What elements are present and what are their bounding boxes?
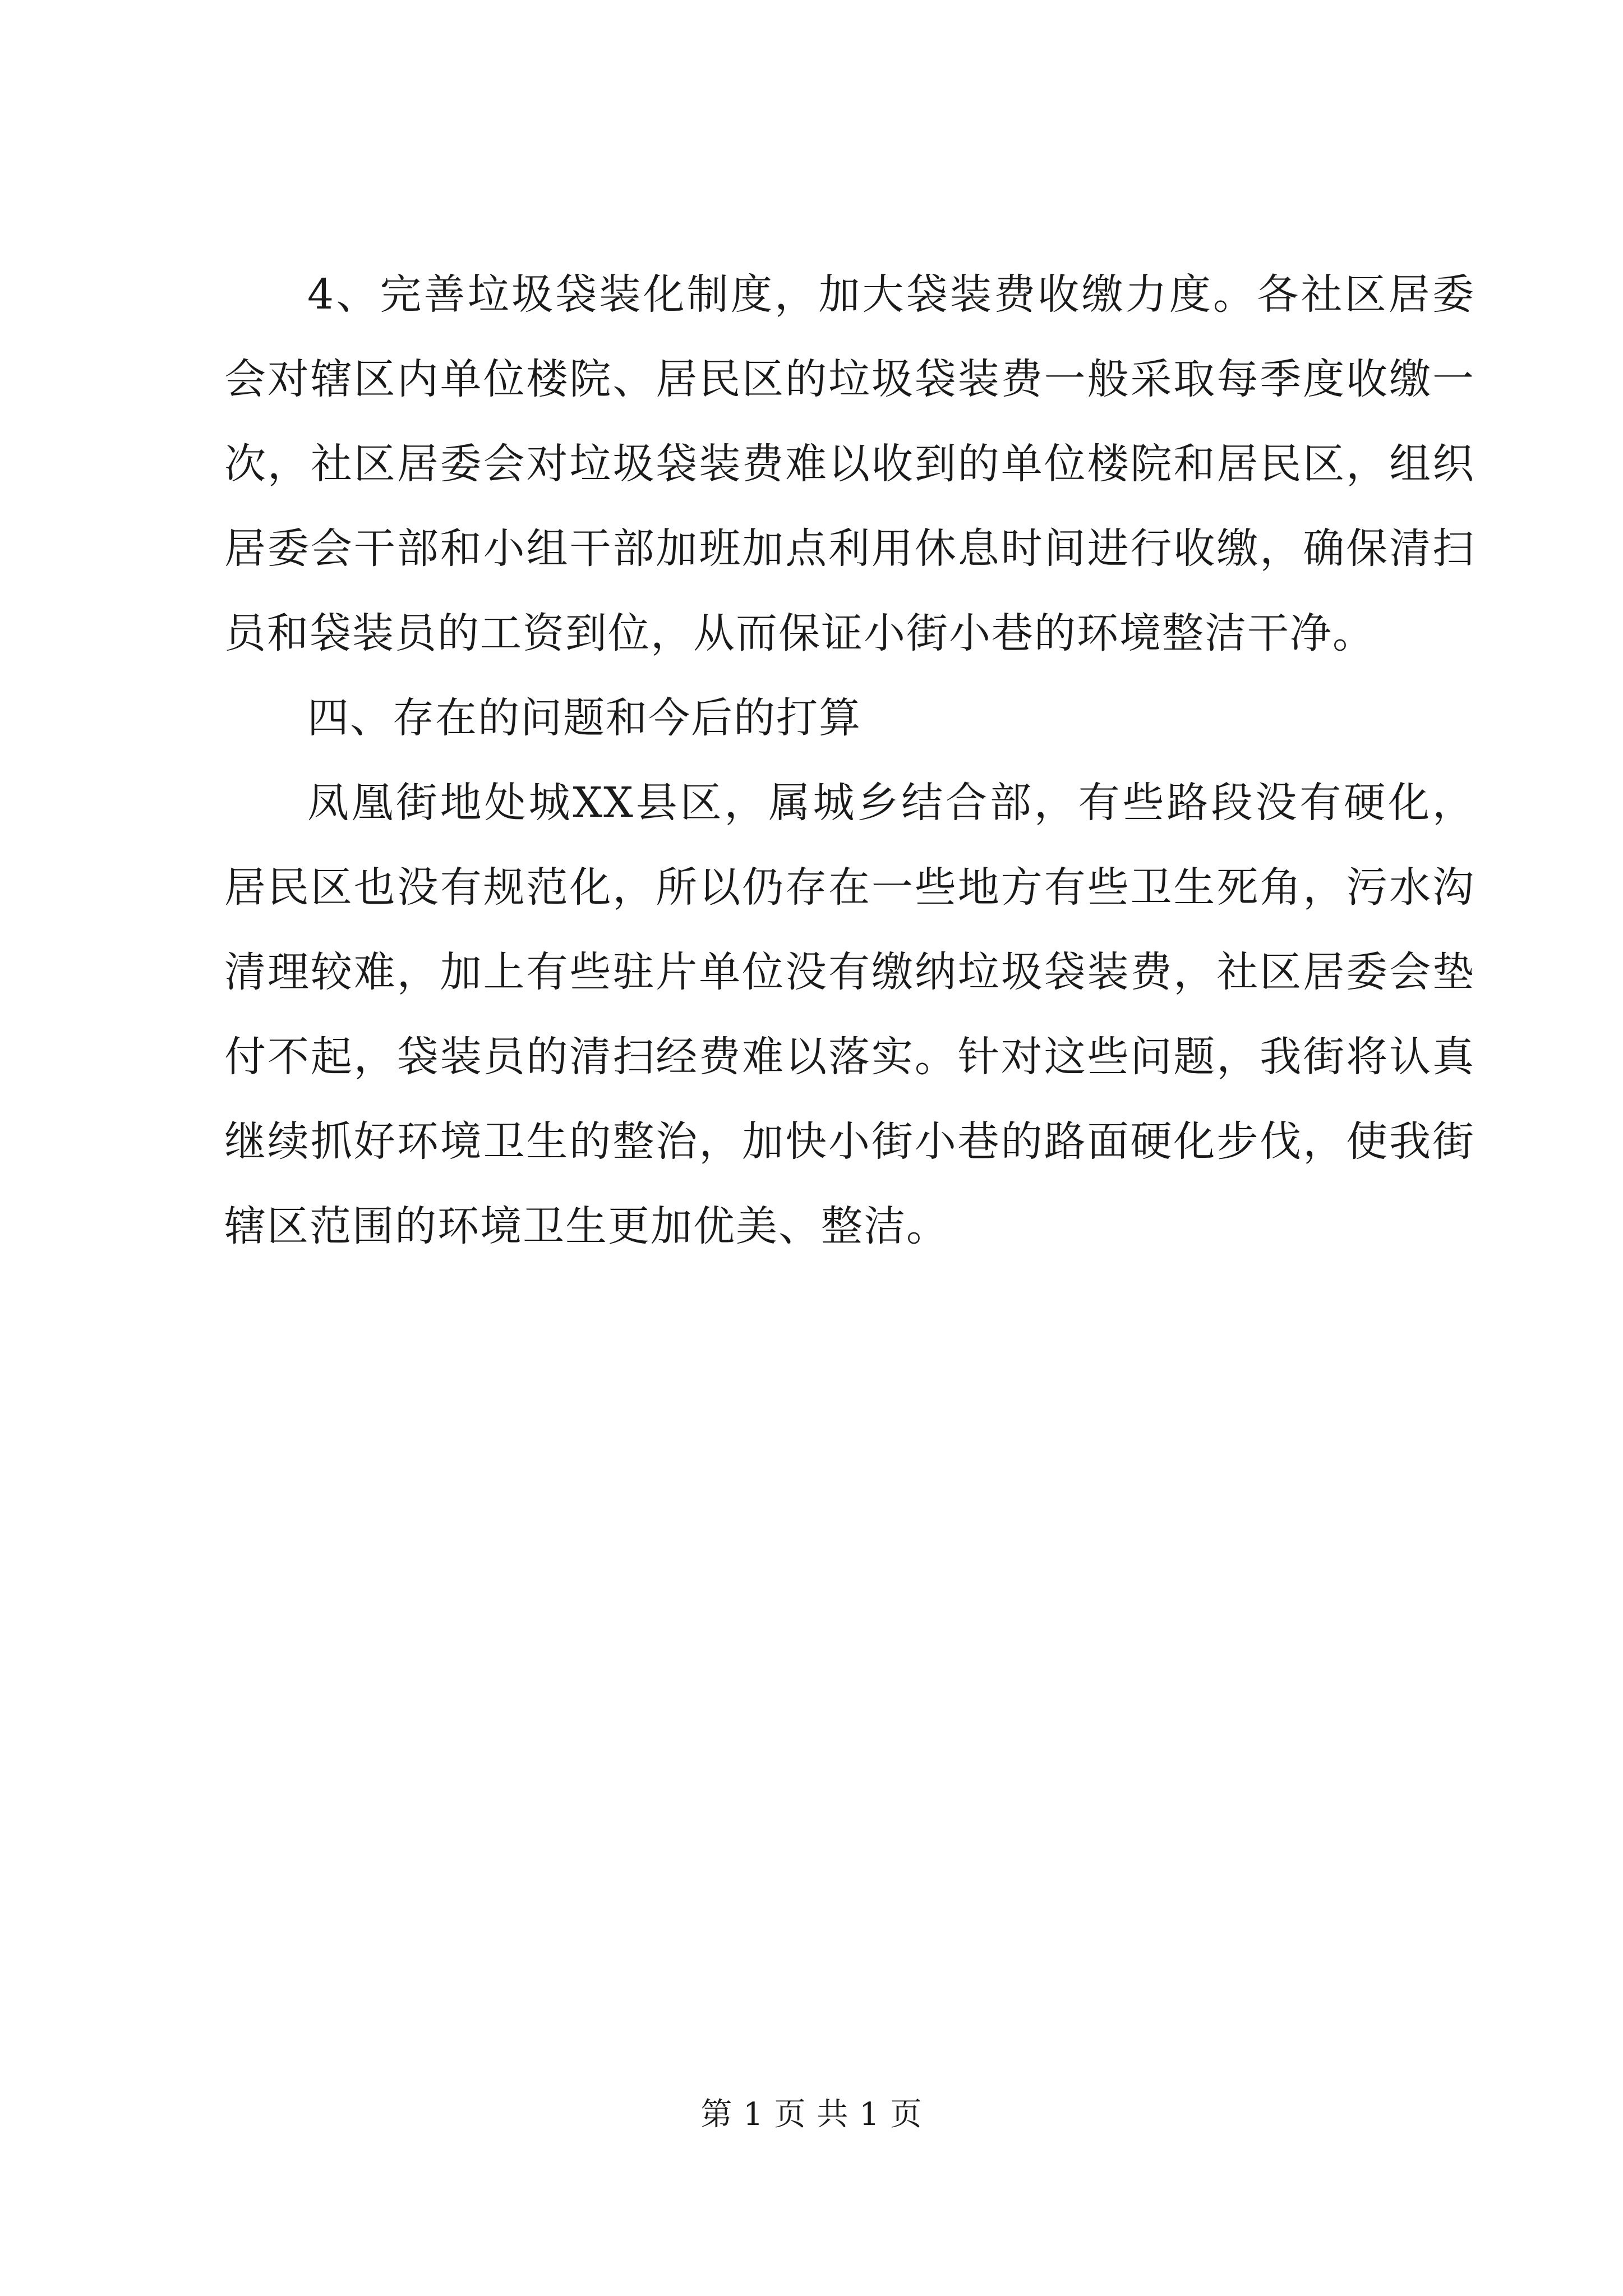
paragraph-problems-and-plans: 凤凰街地处城XX县区，属城乡结合部，有些路段没有硬化，居民区也没有规范化，所以仍存在一些地方有些卫生死角，污水沟清理较难，加上有些驻片单位没有缴纳垃圾袋装费，社区居委会垫付不起，袋装员的清扫经费难以落实。针对这些问题，我街将认真继续抓好环境卫生的整治，加快小街小巷的路面硬化步伐，使我街辖区范围的环境卫生更加优美、整洁。 — [224, 779, 1475, 1250]
page-footer: 第 1 页 共 1 页 — [700, 2096, 923, 2133]
section-heading-problems-and-plans: 四、存在的问题和今后的打算 — [307, 694, 861, 742]
paragraph-garbage-bag-fee: 4、完善垃圾袋装化制度，加大袋装费收缴力度。各社区居委会对辖区内单位楼院、居民区的垃圾袋装费一般采取每季度收缴一次，社区居委会对垃圾袋装费难以收到的单位楼院和居民区，组织居委会干部和小组干部加班加点利用休息时间进行收缴，确保清扫员和袋装员的工资到位，从而保证小街小巷的环境整洁干净。 — [224, 270, 1475, 657]
document-body — [224, 252, 1475, 1269]
